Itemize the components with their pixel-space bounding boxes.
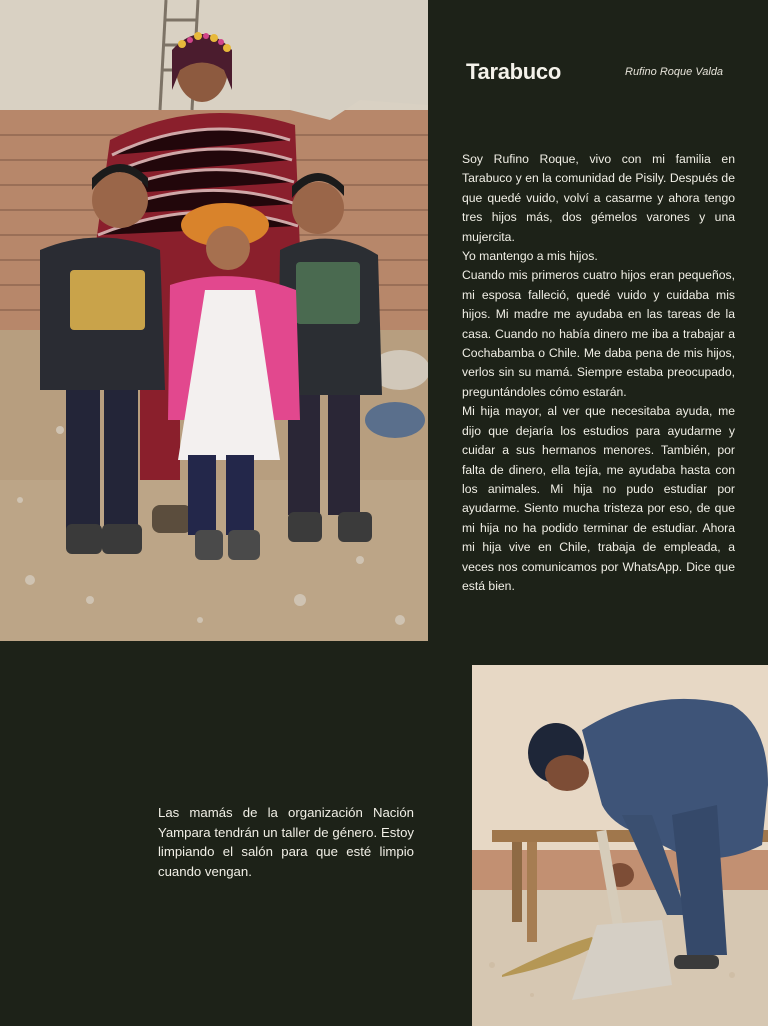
story-paragraph: Cuando mis primeros cuatro hijos eran pequeños, mi esposa falleció, quedé vuido y cuidaba mis hijos. Mi madre me ayudaba en las tareas de la casa. Cuando no había dinero me iba a trabajar a Cochabamba o Chile. Me daba pena de mis hijos, verlos sin su mamá. Siempre estaba preocupado, preguntándoles cómo estarán. — [462, 268, 735, 399]
article-title: Tarabuco — [466, 59, 561, 84]
story-paragraph: Yo mantengo a mis hijos. — [462, 249, 598, 264]
sweeping-photo — [472, 665, 768, 1026]
story-text — [462, 150, 735, 596]
story-paragraph: Mi hija mayor, al ver que necesitaba ayuda, me dijo que dejaría los estudios para ayudarme y cuidar a sus hermanos menores. También, por falta de dinero, ella tejía, me ayudaba hasta con los animales. Mi hija no pudo estudiar por ayudarme. Siento mucha tristeza por eso, de que mi hija no ha podido terminar de estudiar. Ahora mi hija vive en Chile, trabaja de empleada, a veces nos comunicamos por WhatsApp. Dice que está bien. — [462, 404, 735, 593]
family-photo — [0, 0, 428, 641]
story-paragraph: Soy Rufino Roque, vivo con mi familia en Tarabuco y en la comunidad de Pisily. Después de que quedé vuido, volví a casarme y ahora tengo tres hijos más, dos gémelos varones y una mujercita. — [462, 152, 735, 244]
author-name: Rufino Roque Valda — [625, 66, 724, 78]
photo-caption: Las mamás de la organización Nación Yampara tendrán un taller de género. Estoy limpiando el salón para que esté limpio cuando vengan. — [158, 805, 414, 879]
